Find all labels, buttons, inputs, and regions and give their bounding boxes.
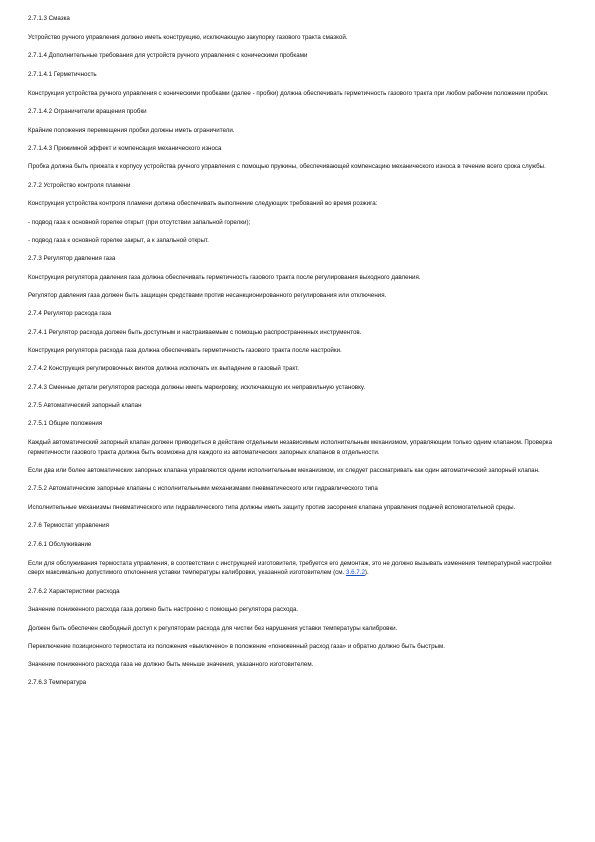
body-paragraph: Крайние положения перемещения пробки должны иметь ограничители.	[28, 126, 235, 134]
section-heading: 2.7.2 Устройство контроля пламени	[28, 181, 131, 189]
section-heading: 2.7.4 Регулятор расхода газа	[28, 310, 112, 318]
body-paragraph: Устройство ручного управления должно иметь конструкцию, исключающую закупорку газового тракта смазкой.	[28, 33, 348, 41]
section-heading: 2.7.6.3 Температура	[28, 679, 87, 687]
section-heading: 2.7.3 Регулятор давления газа	[28, 255, 116, 262]
body-paragraph: Должен быть обеспечен свободный доступ к регуляторам расхода для чистки без нарушения уставки температуры калибровки.	[28, 624, 398, 632]
list-item: - подвод газа к основной горелке открыт (при отсутствии запальной горелки);	[28, 218, 251, 226]
body-paragraph: Конструкция устройства контроля пламени должна обеспечивать выполнение следующих требований во время розжига:	[28, 200, 378, 208]
section-heading: 2.7.1.4.3 Прижимной эффект и компенсация механического износа	[28, 144, 222, 152]
body-paragraph: Пробка должна быть прижата к корпусу устройства ручного управления с помощью пружины, обеспечивающей компенсацию механического износа в течение всего срока службы.	[28, 163, 546, 171]
body-text-before-link: Если для обслуживания термостата управления, в соответствии с инструкцией изготовителя, требуется его демонтаж, это не должно вызывать изменения температурной настройки сверх максимально допустимого отклонения уставки температуры калибровки, указанной изготовителем (см.	[28, 559, 552, 577]
body-paragraph-with-link	[28, 559, 563, 578]
body-paragraph: Каждый автоматический запорный клапан должен приводиться в действие отдельным независимым исполнительным механизмом, управляющим только одним клапаном. Проверка герметичности газового тракта должна быть возможна для каждого из автоматических запорных клапанов в отдельности.	[28, 439, 553, 456]
body-paragraph: Значение пониженного расхода газа должно быть настроено с помощью регулятора расхода.	[28, 606, 299, 614]
body-paragraph: Конструкция регулятора расхода газа должна обеспечивать герметичность газового тракта после настройки.	[28, 347, 342, 355]
section-heading: 2.7.6 Термостат управления	[28, 522, 109, 530]
section-heading: 2.7.1.4.1 Герметичность	[28, 70, 97, 78]
list-item: - подвод газа к основной горелке закрыт, а к запальной открыт.	[28, 236, 209, 244]
section-heading: 2.7.1.4 Дополнительные требования для устройств ручного управления с коническими пробками	[28, 51, 308, 59]
body-paragraph: 2.7.4.2 Конструкция регулировочных винтов должна исключать их выпадение в газовый тракт.	[28, 365, 299, 373]
body-paragraph: Конструкция регулятора давления газа должна обеспечивать герметичность газового тракта после регулирования выходного давления.	[28, 273, 421, 281]
section-heading: 2.7.1.3 Смазка	[28, 15, 70, 22]
section-heading: 2.7.5.2 Автоматические запорные клапаны с исполнительными механизмами пневматического или гидравлического типа	[28, 485, 378, 493]
body-paragraph: Значение пониженного расхода газа не должно быть меньше значения, указанного изготовителем.	[28, 660, 314, 668]
section-heading: 2.7.6.2 Характеристики расхода	[28, 587, 120, 595]
section-heading: 2.7.1.4.2 Ограничители вращения пробки	[28, 107, 147, 115]
body-paragraph: Исполнительные механизмы пневматического или гидравлического типа должны иметь защиту против засорения клапана управления подачей вспомогательной среды.	[28, 504, 516, 511]
body-paragraph: Переключение позиционного термостата из положения «выключено» в положение «пониженный расход газа» и обратно должно быть быстрым.	[28, 642, 445, 650]
cross-reference-link[interactable]: 3.6.7.2	[345, 569, 365, 577]
body-paragraph: 2.7.4.1 Регулятор расхода должен быть доступным и настраиваемым с помощью распространенных инструментов.	[28, 328, 362, 336]
body-paragraph: 2.7.4.3 Сменные детали регуляторов расхода должны иметь маркировку, исключающую их неправильную установку.	[28, 383, 366, 391]
section-heading: 2.7.5 Автоматический запорный клапан	[28, 401, 142, 409]
body-paragraph: Конструкция устройства ручного управления с коническими пробками (далее - пробки) должна обеспечивать герметичность газового тракта при любом рабочем положении пробки.	[28, 89, 549, 97]
body-text-after-link: ).	[364, 569, 369, 577]
body-paragraph: Регулятор давления газа должен быть защищен средствами против несанкционированного регулирования или отключения.	[28, 291, 387, 299]
document-page	[28, 14, 563, 697]
section-heading: 2.7.6.1 Обслуживание	[28, 540, 92, 548]
section-heading: 2.7.5.1 Общие положения	[28, 420, 103, 428]
body-paragraph: Если два или более автоматических запорных клапана управляются одним исполнительным механизмом, их следует рассматривать как один автоматический запорный клапан.	[28, 467, 540, 475]
